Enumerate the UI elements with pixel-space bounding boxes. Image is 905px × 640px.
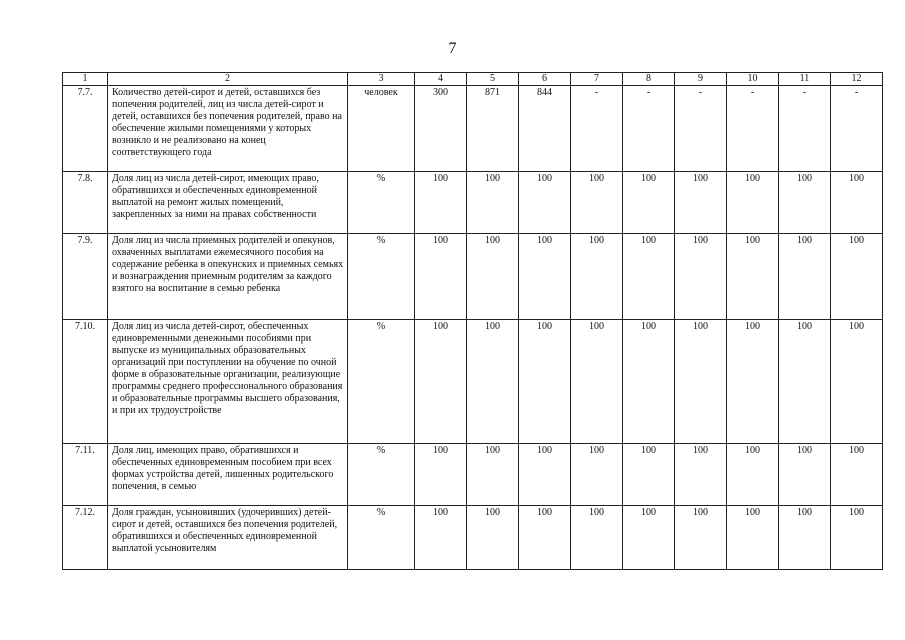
value-cell: 871: [467, 86, 519, 172]
table-row: [63, 506, 883, 570]
value-cell: 100: [727, 444, 779, 506]
column-header: 1: [63, 73, 108, 86]
column-header: 11: [779, 73, 831, 86]
value-cell: 100: [623, 234, 675, 320]
value-cell: 100: [675, 444, 727, 506]
table-row: [63, 172, 883, 234]
value-cell: 100: [675, 234, 727, 320]
value-cell: 100: [623, 506, 675, 570]
value-cell: 100: [727, 506, 779, 570]
value-cell: 100: [675, 320, 727, 444]
value-cell: 100: [727, 234, 779, 320]
row-number: 7.8.: [63, 172, 108, 234]
value-cell: 100: [467, 234, 519, 320]
unit-cell: %: [348, 234, 415, 320]
table-row: [63, 86, 883, 172]
value-cell: 844: [519, 86, 571, 172]
row-number: 7.12.: [63, 506, 108, 570]
indicator-description: Количество детей-сирот и детей, оставшихся без попечения родителей, лиц из числа детей-сирот и детей, оставшихся без попечения родителей, право на обеспечение жилыми помещениями у которых возникло и не реализовано на конец соответствующего года: [108, 86, 348, 172]
table-row: [63, 320, 883, 444]
column-header: 12: [831, 73, 883, 86]
value-cell: 100: [779, 234, 831, 320]
row-number: 7.11.: [63, 444, 108, 506]
value-cell: 100: [467, 320, 519, 444]
indicator-description: Доля лиц из числа детей-сирот, имеющих право, обратившихся и обеспеченных единовременной выплатой на ремонт жилых помещений, закрепленных за ними на правах собственности: [108, 172, 348, 234]
column-header: 7: [571, 73, 623, 86]
value-cell: 100: [831, 506, 883, 570]
value-cell: 100: [415, 444, 467, 506]
value-cell: 100: [623, 444, 675, 506]
unit-cell: %: [348, 320, 415, 444]
table-row: [63, 444, 883, 506]
value-cell: 100: [727, 172, 779, 234]
unit-cell: %: [348, 444, 415, 506]
value-cell: 100: [779, 172, 831, 234]
value-cell: 100: [467, 172, 519, 234]
row-number: 7.7.: [63, 86, 108, 172]
unit-cell: %: [348, 506, 415, 570]
value-cell: 100: [831, 444, 883, 506]
value-cell: 100: [675, 506, 727, 570]
value-cell: -: [571, 86, 623, 172]
value-cell: 100: [519, 506, 571, 570]
value-cell: 100: [571, 506, 623, 570]
value-cell: 100: [727, 320, 779, 444]
value-cell: 100: [571, 172, 623, 234]
indicator-description: Доля лиц из числа приемных родителей и опекунов, охваченных выплатами ежемесячного пособия на содержание ребенка в опекунских и приемных семьях и вознаграждения приемным родителям за каждого взятого на воспитание в семью ребенка: [108, 234, 348, 320]
value-cell: 100: [519, 444, 571, 506]
value-cell: -: [779, 86, 831, 172]
column-header: 4: [415, 73, 467, 86]
column-header: 3: [348, 73, 415, 86]
value-cell: 100: [519, 172, 571, 234]
value-cell: -: [675, 86, 727, 172]
column-header: 10: [727, 73, 779, 86]
value-cell: 100: [779, 320, 831, 444]
value-cell: 100: [415, 172, 467, 234]
value-cell: 100: [571, 320, 623, 444]
indicator-description: Доля лиц, имеющих право, обратившихся и обеспеченных единовременным пособием при всех формах устройства детей, лишенных родительского попечения, в семью: [108, 444, 348, 506]
value-cell: 100: [415, 320, 467, 444]
column-header: 2: [108, 73, 348, 86]
value-cell: 100: [623, 320, 675, 444]
unit-cell: %: [348, 172, 415, 234]
value-cell: 100: [519, 234, 571, 320]
table-row: [63, 234, 883, 320]
unit-cell: человек: [348, 86, 415, 172]
value-cell: 100: [519, 320, 571, 444]
value-cell: -: [727, 86, 779, 172]
value-cell: 100: [623, 172, 675, 234]
value-cell: 100: [415, 506, 467, 570]
value-cell: 100: [779, 506, 831, 570]
column-header: 5: [467, 73, 519, 86]
row-number: 7.9.: [63, 234, 108, 320]
value-cell: 100: [779, 444, 831, 506]
value-cell: 100: [831, 320, 883, 444]
value-cell: 100: [571, 234, 623, 320]
indicator-description: Доля лиц из числа детей-сирот, обеспеченных единовременными денежными пособиями при выпуске из муниципальных образовательных организаций при поступлении на обучение по очной форме в образовательные организации, реализующие программы среднего профессионального образования и образовательные программы высшего образования, и при их трудоустройстве: [108, 320, 348, 444]
column-header: 9: [675, 73, 727, 86]
column-header: 8: [623, 73, 675, 86]
value-cell: 100: [571, 444, 623, 506]
value-cell: 100: [675, 172, 727, 234]
value-cell: 100: [415, 234, 467, 320]
value-cell: -: [831, 86, 883, 172]
indicator-description: Доля граждан, усыновивших (удочеривших) детей-сирот и детей, оставшихся без попечения родителей, обратившихся и обеспеченных единовременной выплатой усыновителям: [108, 506, 348, 570]
value-cell: 100: [467, 444, 519, 506]
indicators-table: [62, 72, 883, 570]
table-header-row: [63, 73, 883, 86]
page-number: 7: [448, 40, 457, 57]
value-cell: 100: [831, 172, 883, 234]
value-cell: 100: [831, 234, 883, 320]
row-number: 7.10.: [63, 320, 108, 444]
value-cell: -: [623, 86, 675, 172]
value-cell: 100: [467, 506, 519, 570]
value-cell: 300: [415, 86, 467, 172]
column-header: 6: [519, 73, 571, 86]
